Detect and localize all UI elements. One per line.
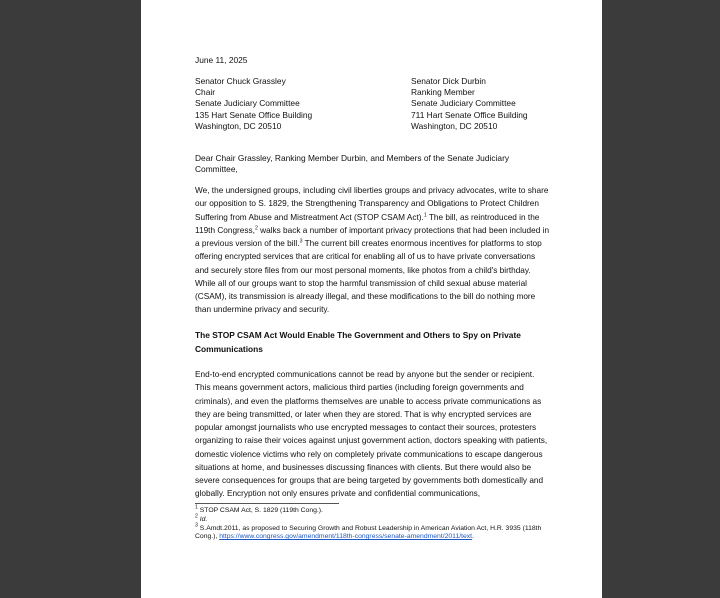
footnote-divider: [195, 503, 339, 504]
recipient-title: Ranking Member: [411, 87, 475, 98]
letter-date: June 11, 2025: [195, 55, 248, 65]
footnote-2: [195, 513, 551, 525]
footnote-number: 3: [195, 522, 198, 529]
salutation: Dear Chair Grassley, Ranking Member Durbin, and Members of the Senate Judiciary Committee,: [195, 153, 510, 175]
document-page: [141, 0, 602, 598]
footnotes: [195, 504, 551, 542]
recipient-building: 135 Hart Senate Office Building: [195, 109, 313, 120]
footnote-1: [195, 504, 551, 516]
recipient-name: Senator Chuck Grassley: [195, 76, 286, 86]
footnote-text: STOP CSAM Act, S. 1829 (119th Cong.).: [197, 507, 323, 514]
recipient-address-right: [411, 76, 528, 132]
footnote-ref[interactable]: 1: [423, 211, 427, 218]
paragraph-text: walks back a number of important privacy protections that had been included in a previous version of the bill.: [195, 225, 550, 248]
congress-gov-link[interactable]: https://www.congress.gov/amendment/118th-congress/senate-amendment/2011/text: [219, 533, 473, 541]
footnote-text: S.Amdt.2011, as proposed to Securing Growth and Robust Leadership in American Aviation Act, H.R. 3935 (118th Cong.),: [195, 524, 542, 541]
paragraph-text: The current bill creates enormous incentives for platforms to stop offering encrypted services that are critical for enabling all of us to have private conversations and securely store files from our most personal moments, like photos from a child's birthday. While all of our groups want to stop the harmful transmission of child sexual abuse material (CSAM), its transmission is already illegal, and these modifications to the bill do nothing more than undermine privacy and security.: [195, 239, 542, 315]
recipient-committee: Senate Judiciary Committee: [195, 98, 300, 109]
recipient-committee: Senate Judiciary Committee: [411, 98, 516, 109]
footnote-3: [195, 522, 551, 543]
paragraph-text: We, the undersigned groups, including civil liberties groups and privacy advocates, write to share our opposition to S. 1829, the Strengthening Transparency and Obligations to Protect Children Suffering from Abuse and Mistreatment Act (STOP CSAM Act).: [195, 186, 549, 222]
footnote-ref[interactable]: 2: [254, 225, 258, 231]
recipient-name: Senator Dick Durbin: [411, 76, 486, 86]
recipient-city: Washington, DC 20510: [411, 120, 498, 131]
recipient-building: 711 Hart Senate Office Building: [411, 109, 528, 120]
footnote-ref[interactable]: 3: [299, 238, 303, 245]
footnote-number: 1: [195, 504, 198, 511]
recipient-address-left: [195, 76, 312, 132]
body-paragraph-1: [195, 184, 551, 317]
footnote-text: .: [472, 533, 474, 541]
section-heading: The STOP CSAM Act Would Enable The Government and Others to Spy on Private Communications: [195, 330, 521, 354]
footnote-text: Id.: [197, 515, 208, 523]
body-paragraph-2: End-to-end encrypted communications cannot be read by anyone but the sender or recipient. This means government actors, malicious third parties (including foreign governments and criminals), and even the platforms themselves are unable to access private communications as they are being transmitted, or later when they are stored. That is why encrypted services are popular amongst journalists who use encrypted messages to contact their sources, protesters organizing to raise their voices against unjust government action, doctors speaking with patients, domestic violence victims who rely on completely private communications to escape dangerous situations at home, and businesses discussing finances with clients. But there would also be severe consequences for groups that are being targeted by governments both domestically and globally. Encryption not only ensures private and confidential communications,: [195, 370, 548, 499]
paragraph-text: The bill, as reintroduced in the 119th Congress,: [195, 212, 540, 235]
footnote-number: 2: [195, 513, 198, 520]
recipient-city: Washington, DC 20510: [195, 120, 282, 131]
recipient-title: Chair: [195, 87, 216, 98]
